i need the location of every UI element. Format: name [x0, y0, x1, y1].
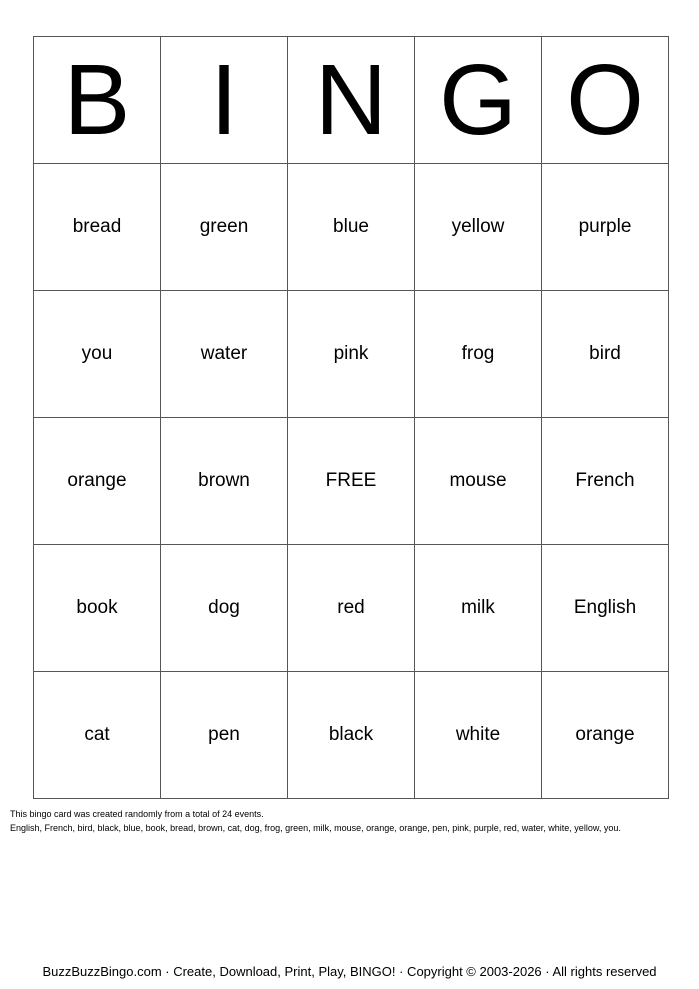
grid-cell: French	[542, 418, 669, 545]
grid-cell: bird	[542, 291, 669, 418]
header-letter-g: G	[415, 37, 542, 164]
grid-row	[34, 545, 669, 672]
grid-cell: you	[34, 291, 161, 418]
grid-cell: pink	[288, 291, 415, 418]
grid-cell: cat	[34, 672, 161, 799]
grid-row	[34, 164, 669, 291]
header-letter-i: I	[161, 37, 288, 164]
grid-cell: frog	[415, 291, 542, 418]
grid-cell: blue	[288, 164, 415, 291]
grid-cell: English	[542, 545, 669, 672]
note-summary: This bingo card was created randomly from a total of 24 events.	[10, 809, 264, 819]
header-letter-o: O	[542, 37, 669, 164]
grid-row	[34, 418, 669, 545]
grid-cell: book	[34, 545, 161, 672]
grid-cell: green	[161, 164, 288, 291]
grid-cell: brown	[161, 418, 288, 545]
header-row	[34, 37, 669, 164]
grid-cell: purple	[542, 164, 669, 291]
grid-row	[34, 672, 669, 799]
card-note	[10, 807, 621, 835]
page-footer: BuzzBuzzBingo.com · Create, Download, Print, Play, BINGO! · Copyright © 2003-2026 · All rights reserved	[42, 964, 657, 979]
grid-cell: orange	[34, 418, 161, 545]
grid-cell: red	[288, 545, 415, 672]
grid-cell: bread	[34, 164, 161, 291]
grid-cell: pen	[161, 672, 288, 799]
header-letter-b: B	[34, 37, 161, 164]
grid-cell: mouse	[415, 418, 542, 545]
grid-cell: orange	[542, 672, 669, 799]
grid-row	[34, 291, 669, 418]
grid-cell: yellow	[415, 164, 542, 291]
bingo-card	[33, 36, 669, 799]
free-space-cell: FREE	[288, 418, 415, 545]
grid-cell: dog	[161, 545, 288, 672]
grid-cell: black	[288, 672, 415, 799]
grid-cell: water	[161, 291, 288, 418]
note-word-list: English, French, bird, black, blue, book, bread, brown, cat, dog, frog, green, milk, mouse, orange, orange, pen, pink, purple, red, water, white, yellow, you.	[10, 823, 621, 833]
header-letter-n: N	[288, 37, 415, 164]
grid-cell: white	[415, 672, 542, 799]
grid-cell: milk	[415, 545, 542, 672]
